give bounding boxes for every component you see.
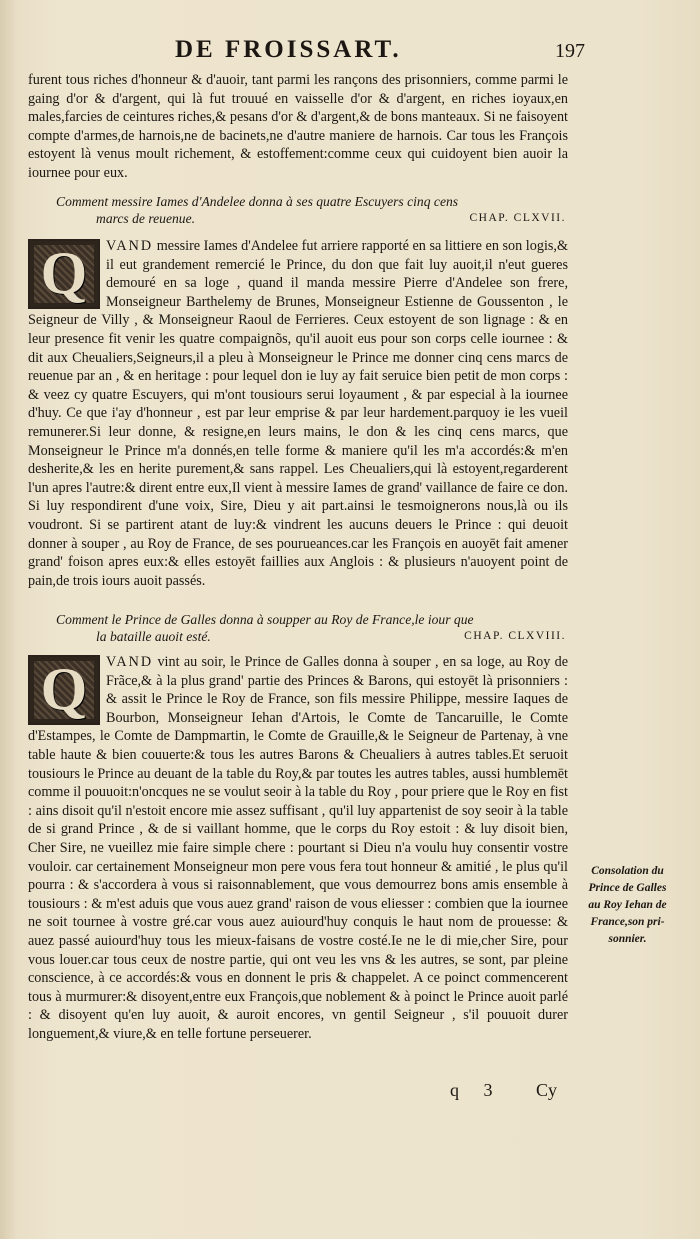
initial-letter: Q — [40, 240, 88, 306]
opening-paragraph — [28, 71, 568, 183]
signature-mark: q 3 — [450, 1080, 503, 1100]
paragraph-text: furent tous riches d'honneur & d'auoir, tant parmi les rançons des prisonniers, comme parmi le gaing d'or & d'argent, qui là fut trouué en vaisselle d'or & d'argent, en riches ioyaux,en males,farcies de ceintures riches,& pesans d'or & d'argent,& de bons manteaux. Si ne faisoyent compte d'armes,de harnois,ne de bacinets,ne d'autre maniere de harnois. Car tous les François estoyent là venus moult richement, & estoffement:comme ceux qui cuidoyent bien auoir la iournee pour eux. — [28, 72, 568, 181]
margin-note-line: Prince de Galles — [588, 882, 667, 894]
chapter-168-body — [28, 653, 568, 1043]
chapter-heading-168 — [56, 611, 566, 645]
first-word: VAND — [106, 238, 154, 254]
chapter-heading-line1: Comment messire Iames d'Andelee donna à ses quatre Escuyers cinq cens — [56, 194, 459, 209]
page-footer — [0, 1080, 700, 1106]
decorated-initial — [28, 655, 100, 725]
chapter-number: CHAP. CLXVIII. — [464, 630, 566, 642]
margin-note-line: Consolation du — [591, 865, 664, 877]
margin-note-line: France,son pri- — [590, 916, 665, 928]
chapter-heading-line1: Comment le Prince de Galles donna à soupper au Roy de France,le iour que — [56, 612, 474, 627]
catchword: Cy — [536, 1080, 558, 1100]
first-word: VAND — [106, 654, 154, 670]
marginal-note — [565, 863, 690, 948]
margin-note-line: sonnier. — [608, 933, 647, 945]
running-head — [0, 36, 700, 70]
chapter-text: messire Iames d'Andelee fut arriere rapporté en sa littiere en son logis,& il eut grandement remercié le Prince, du don que fait luy auoit,il n'eut gueres demouré en sa loge , quand il manda messire Pierre d'Andelee son frere, Monseigneur Barthelemy de Brunes, Monseigneur Estienne de Goussenton , le Seigneur de Villy , & Monseigneur Raoul de Ferrieres. Ceux estoyent de son lignage : & en leur presence fit venir les quatre compaignõs, qu'il auoit eus pour son corps celle iournee : & dit aux Cheualiers,Seigneurs,il a pleu à Monseigneur le Prince me donner cinq cens marcs de reuenue par an , & en heritage : pour lequel don ie luy ay fait seruice bien petit de mon corps : & veez cy quatre Escuyers, qui m'ont tousiours serui loyaument , & par especial à la iournee d'huy. Ce que i'ay d'honneur , est par leur emprise & par leur hardement.parquoy ie les vueil remunerer.Si leur donne, & resigne,en leurs mains, le don & les cinq cens marcs, que Monseigneur le Prince m'a donnés,en telle forme & maniere qu'il les m'a accordés:& m'en desherite,& les en herite purement,& sans rappel. Les Cheualiers,qui là estoyent,regarderent l'un apres l'autre:& dirent entre eux,Il vient à messire Iames de grand' vaillance de faire ce don. Si luy respondirent d'une voix, Sire, Dieu y ait part.ainsi le tesmoignerons nous,là ou ils voudront. Si se partirent atant de luy:& vindrent les aucuns deuers le Prince : qui deuoit donner à souper , au Roy de France, de ses pourueances.car les François en auoyēt fait amener grand' foison apres eux:& elles estoyēt faillies aux Anglois : & plusieurs n'auoyent point de pain,de trois iours auoit passés. — [28, 238, 568, 589]
chapter-number: CHAP. CLXVII. — [469, 212, 566, 224]
chapter-text: vint au soir, le Prince de Galles donna à souper , en sa loge, au Roy de Frãce,& à la plus grand' partie des Princes & Barons, qui estoyēt là prisonniers : & assit le Prince le Roy de France, son fils messire Philippe, messire Iaques de Bourbon, Monseigneur Iehan d'Artois, le Comte de Tancaruille, le Comte d'Estampes, le Comte de Dampmartin, le Comte de Grauille,& le Seigneur de Partenay, à vne table haute & bien couuerte:& tous les autres Barons & Cheualiers à autres tables.Et seruoit tousiours le Prince au deuant de la table du Roy,& par toutes les autres tables, aussi humblemēt comme il pouuoit:n'oncques ne se voulut seoir à la table du Roy , pour priere que le Roy en fist : ains disoit qu'il n'estoit encore mie assez suffisant , qu'il luy appartenist de soy seoir à la table de si grand Prince , & de si vaillant homme, que le corps du Roy estoit : & luy disoit bien, Cher Sire, ne vueillez mie faire simple chere : pourtant si Dieu n'a voulu huy consentir vostre vouloir. car certainement Monseigneur mon pere vous fera tout honneur & amitié , le plus qu'il pourra : & s'accordera à vous si raisonnablement, que vous demourrez bons amis ensemble à tousiours : & m'est aduis que vous auez grand' raison de vous eliesser : combien que la iournee ne soit tournee à vostre gré.car vous auez auiourd'huy conquis le haut nom de prouesse: & auez passé auiourd'huy tous les mieux-faisans de vostre costé.Ie ne le di mie,cher Sire, pour vous louer.car tous ceux de nostre partie, qui ont veu les vns & les autres, se sont, par pleine conscience, à ce accordés:& vous en donnent le pris & chappelet. A ce poinct commencerent tous à murmurer:& disoyent,entre eux François,que noblement & à poinct le Prince auoit parlé : & disoyent qu'en luy auoit, & auroit encores, vn gentil Seigneur , s'il pouuoit durer longuement,& viure,& en telle fortune perseuerer. — [28, 654, 568, 1042]
running-title: DE FROISSART. — [175, 36, 402, 63]
decorated-initial — [28, 239, 100, 309]
page-number: 197 — [555, 40, 585, 62]
chapter-heading-line2: la bataille auoit esté. — [96, 629, 211, 644]
chapter-heading-line2: marcs de reuenue. — [96, 211, 196, 226]
initial-letter: Q — [40, 656, 88, 722]
chapter-heading-167 — [56, 193, 566, 227]
margin-note-line: au Roy Iehan de — [588, 899, 667, 911]
chapter-167-body — [28, 237, 568, 590]
